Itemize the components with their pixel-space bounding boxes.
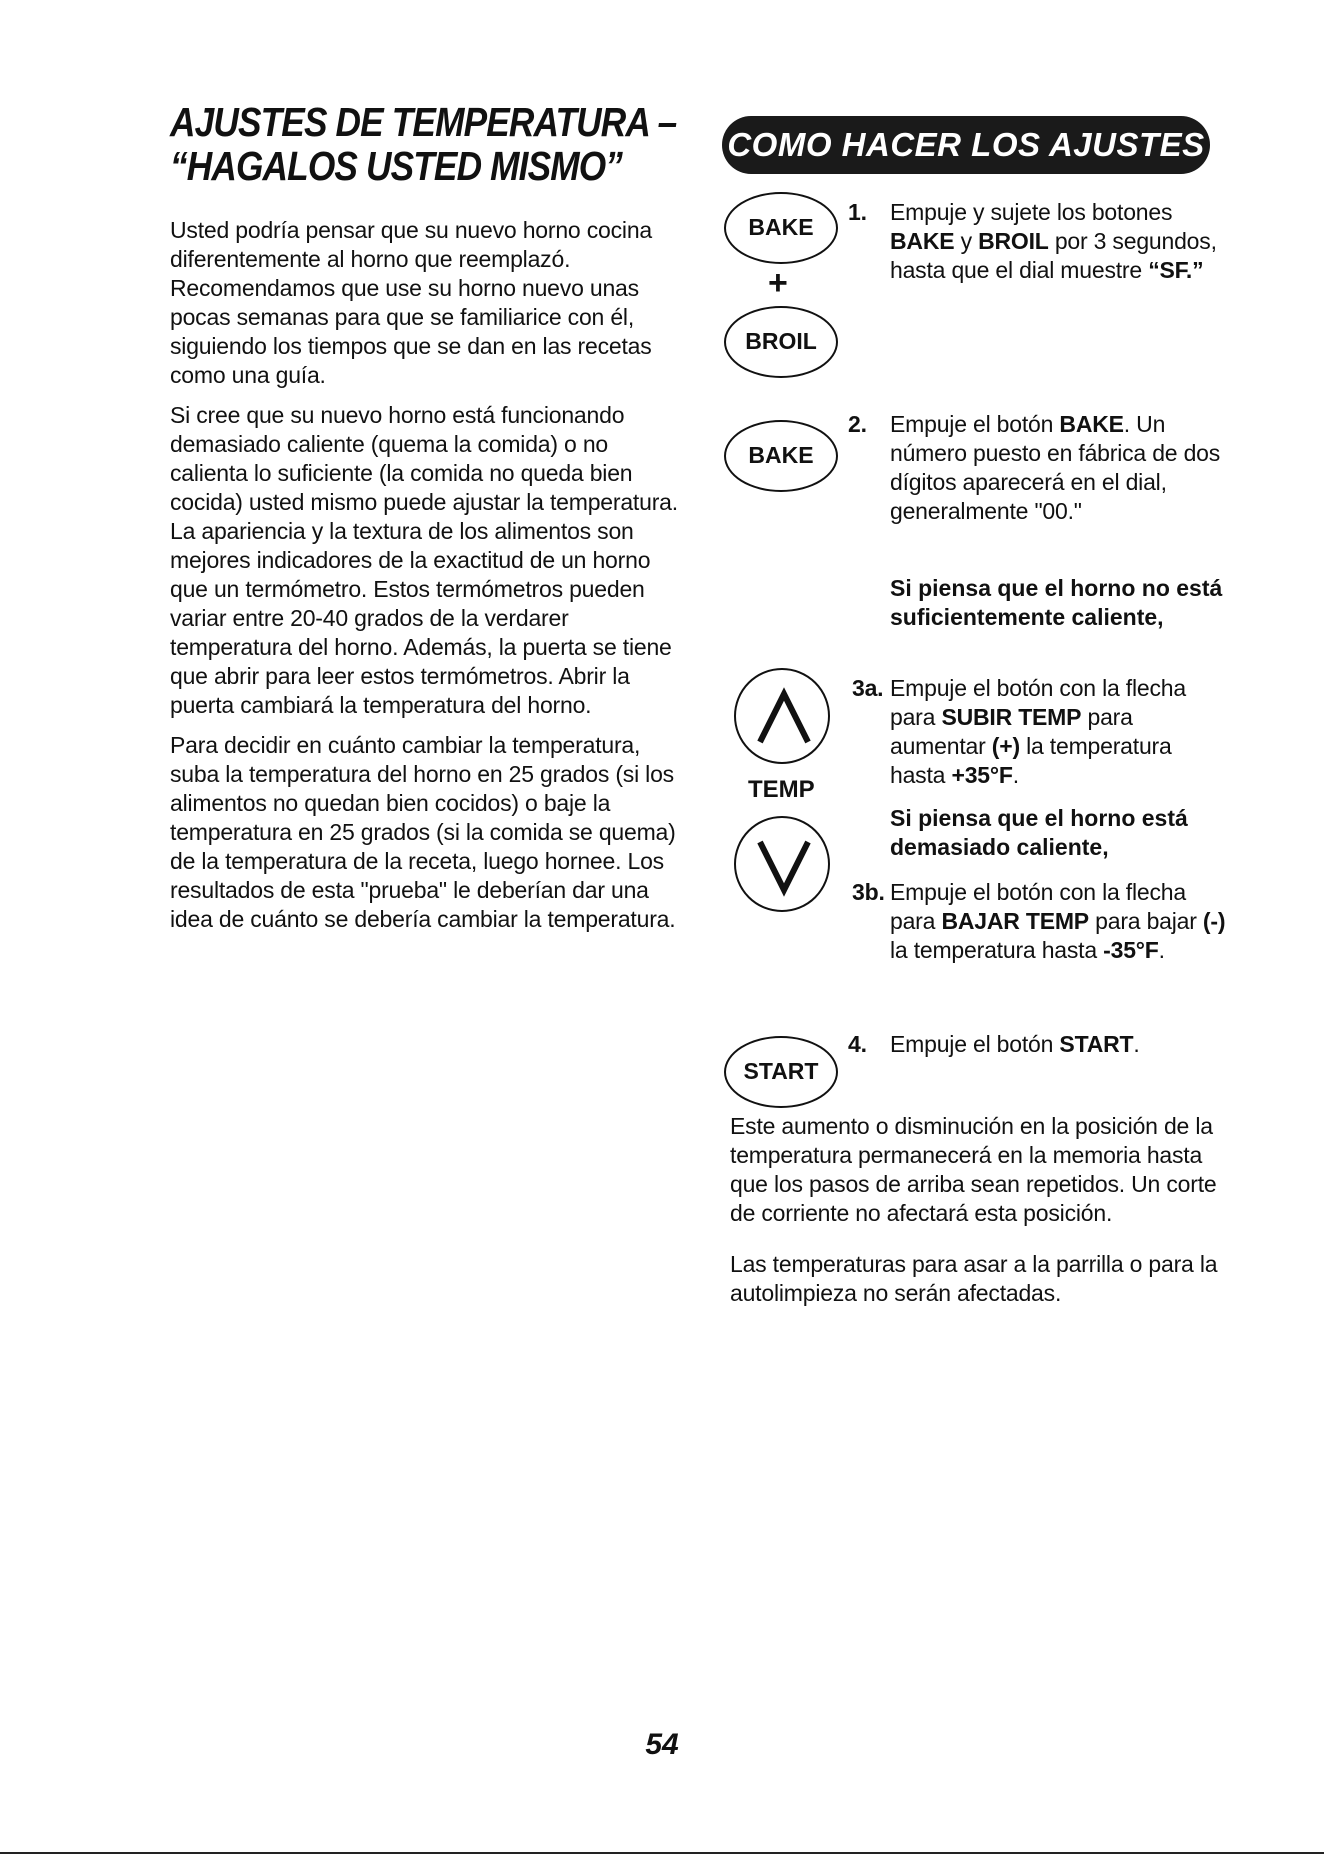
step-1-number: 1. [848, 199, 867, 225]
step-3b-text: Empuje el botón con la flecha para BAJAR TEMP para bajar (-) la temperatura hasta -35°F. [890, 879, 1226, 963]
page-number: 54 [645, 1728, 679, 1761]
bake-button-icon: BAKE [724, 192, 838, 264]
up-arrow-icon [736, 670, 832, 766]
broil-button-icon: BROIL [724, 306, 838, 378]
bake-button-icon-2: BAKE [724, 420, 838, 492]
step-4-number: 4. [848, 1031, 867, 1057]
memory-note-paragraph: Este aumento o disminución en la posición de la temperatura permanecerá en la memoria hasta que los pasos de arriba sean repetidos. Un corte de corriente no afectará esta posición. [730, 1113, 1217, 1226]
plus-icon: + [768, 264, 788, 302]
step-2-number: 2. [848, 411, 867, 437]
section-title [170, 99, 677, 189]
section-title-line2: “HAGALOS USTED MISMO” [170, 143, 623, 189]
step-4-text: Empuje el botón START. [890, 1031, 1140, 1057]
warning-not-hot-enough: Si piensa que el horno no está suficientemente caliente, [890, 575, 1223, 630]
warning-too-hot: Si piensa que el horno está demasiado caliente, [890, 805, 1188, 860]
thermometer-paragraph: Si cree que su nuevo horno está funcionando demasiado caliente (quema la comida) o no calienta lo suficiente (la comida no queda bien cocida) usted mismo puede ajustar la temperatura. La apariencia y la textura de los alimentos son mejores indicadores de la exactitud de un horno que un termómetro. Estos termómetros pueden variar entre 20-40 grados de la verdarer temperatura del horno. Además, la puerta se tiene que abrir para leer estos termómetros. Abrir la puerta cambiará la temperatura del horno. [170, 402, 678, 718]
up-arrow-button-icon [734, 668, 830, 764]
down-arrow-icon [736, 818, 832, 914]
temp-label: TEMP [748, 776, 815, 803]
section-title-line1: AJUSTES DE TEMPERATURA – [170, 99, 677, 145]
step-2-text: Empuje el botón BAKE. Un número puesto en fábrica de dos dígitos aparecerá en el dial, generalmente "00." [890, 411, 1221, 524]
down-arrow-button-icon [734, 816, 830, 912]
step-3b-number: 3b. [852, 879, 885, 905]
broil-selfclean-note-paragraph: Las temperaturas para asar a la parrilla o para la autolimpieza no serán afectadas. [730, 1251, 1218, 1306]
start-button-icon: START [724, 1036, 838, 1108]
adjustment-paragraph: Para decidir en cuánto cambiar la temperatura, suba la temperatura del horno en 25 grados (si los alimentos no quedan bien cocidos) o baje la temperatura en 25 grados (si la comida se quema) de la temperatura de la receta, luego hornee. Los resultados de esta "prueba" le deberían dar una idea de cuánto se debería cambiar la temperatura. [170, 732, 676, 932]
step-3a-number: 3a. [852, 675, 884, 701]
bottom-rule [0, 1852, 1324, 1854]
intro-paragraph: Usted podría pensar que su nuevo horno cocina diferentemente al horno que reemplazó. Recomendamos que use su horno nuevo unas pocas semanas para que se familiarice con él, siguiendo los tiempos que se dan en las recetas como una guía. [170, 217, 652, 388]
step-3a-text: Empuje el botón con la flecha para SUBIR TEMP para aumentar (+) la temperatura hasta +35°F. [890, 675, 1186, 788]
how-to-banner: COMO HACER LOS AJUSTES [722, 116, 1210, 174]
left-column [170, 100, 690, 945]
step-1-text: Empuje y sujete los botones BAKE y BROIL por 3 segundos, hasta que el dial muestre “SF.” [890, 199, 1217, 283]
